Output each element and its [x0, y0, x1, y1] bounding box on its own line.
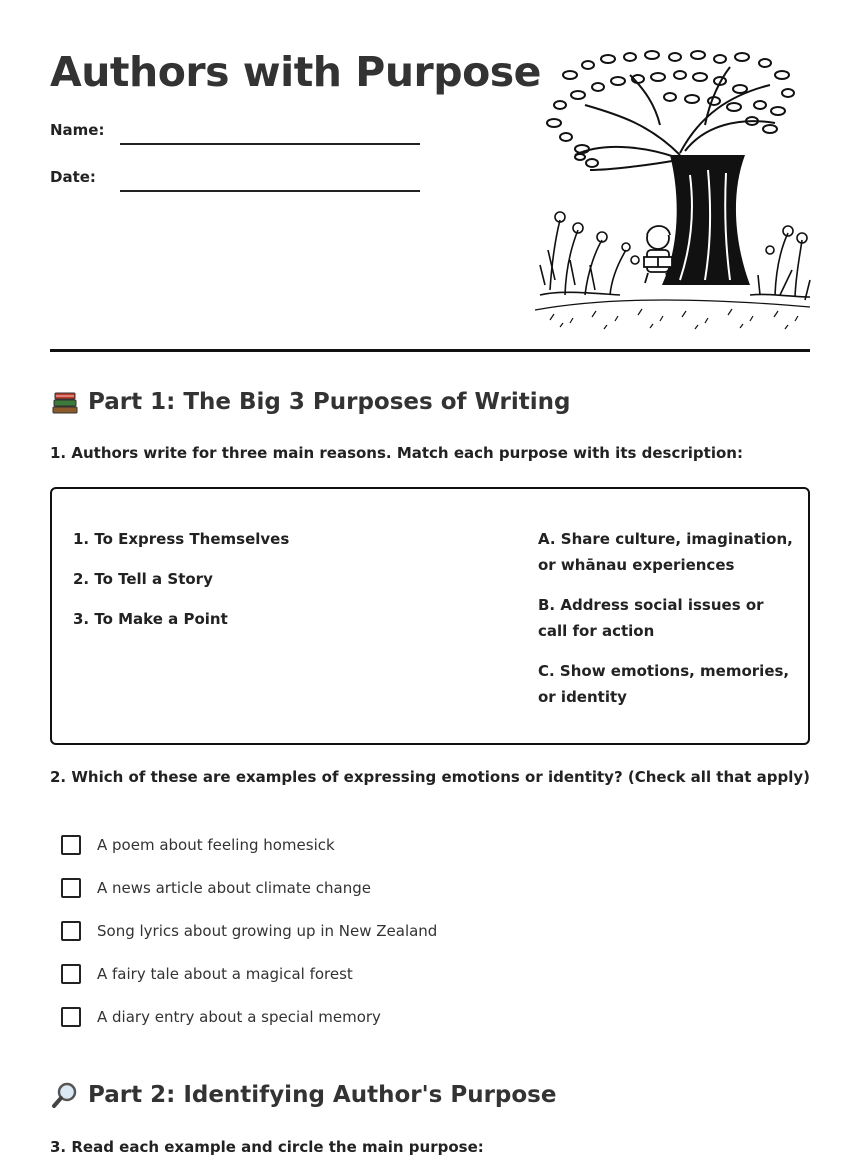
page-title: Authors with Purpose	[50, 48, 541, 96]
date-field[interactable]	[120, 190, 420, 192]
checkbox[interactable]	[61, 835, 81, 855]
date-label: Date:	[50, 168, 96, 186]
checkbox[interactable]	[61, 964, 81, 984]
name-field[interactable]	[120, 143, 420, 145]
question-2: 2. Which of these are examples of expressing emotions or identity? (Check all that apply)	[50, 768, 811, 786]
part1-title-text: Part 1: The Big 3 Purposes of Writing	[88, 389, 571, 415]
description-item: A. Share culture, imagination, or whānau experiences	[538, 530, 793, 574]
description-item: B. Address social issues or call for action	[538, 596, 764, 640]
checkbox-label: A poem about feeling homesick	[97, 836, 335, 854]
flowers-left	[540, 212, 639, 295]
canopy-leaves	[547, 51, 794, 167]
checkbox[interactable]	[61, 1007, 81, 1027]
checkbox-label: A fairy tale about a magical forest	[97, 965, 353, 983]
checkbox-label: A news article about climate change	[97, 879, 371, 897]
part2-title	[50, 1080, 556, 1110]
checkbox[interactable]	[61, 921, 81, 941]
checkbox-label: Song lyrics about growing up in New Zealand	[97, 922, 438, 940]
checkbox-option	[61, 964, 353, 984]
question-3: 3. Read each example and circle the main purpose:	[50, 1138, 484, 1156]
description-item: C. Show emotions, memories, or identity	[538, 662, 790, 706]
checkbox-option	[61, 878, 371, 898]
matching-box	[50, 487, 810, 745]
checkbox-option	[61, 921, 437, 941]
checkbox-option	[61, 1007, 381, 1027]
checkbox[interactable]	[61, 878, 81, 898]
tree-reader-illustration	[530, 45, 812, 330]
part1-title	[50, 387, 570, 417]
flowers-right	[750, 226, 810, 300]
checkbox-label: A diary entry about a special memory	[97, 1008, 381, 1026]
purpose-item: 2. To Tell a Story	[73, 570, 213, 588]
header-divider	[50, 349, 810, 352]
checkbox-option	[61, 835, 335, 855]
purpose-item: 3. To Make a Point	[73, 610, 228, 628]
part2-title-text: Part 2: Identifying Author's Purpose	[88, 1082, 557, 1108]
magnifying-glass-icon	[50, 1080, 80, 1110]
ground	[535, 300, 810, 329]
books-icon	[50, 387, 80, 417]
name-label: Name:	[50, 121, 105, 139]
question-1: 1. Authors write for three main reasons. Match each purpose with its description:	[50, 444, 743, 462]
purpose-item: 1. To Express Themselves	[73, 530, 290, 548]
purpose-list	[73, 526, 289, 646]
description-list	[538, 526, 798, 724]
